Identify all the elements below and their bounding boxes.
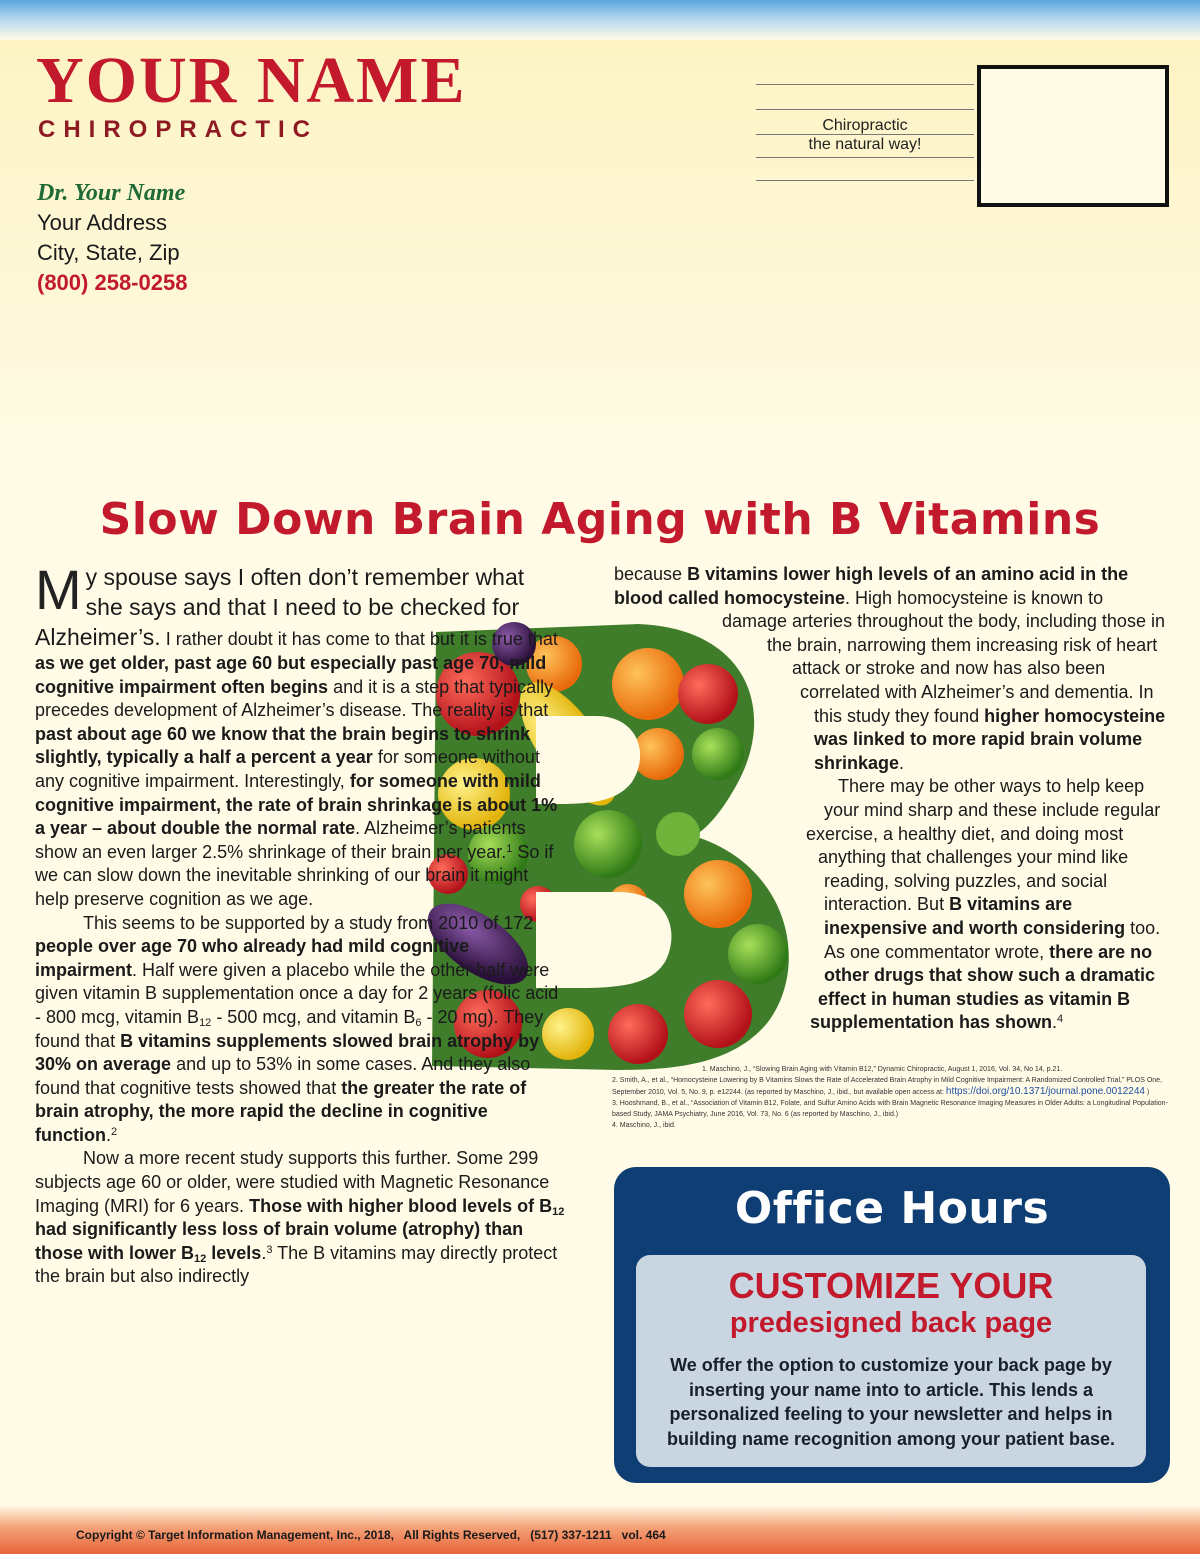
office-hours-title: Office Hours	[734, 1183, 1050, 1234]
wrap-spacer	[612, 779, 824, 803]
p3-text-d: The B vitamins may directly protect the brain but also indirectly	[35, 1242, 558, 1287]
rp1-text-a: because	[614, 564, 683, 584]
footnotes	[612, 1064, 1182, 1131]
rp1-text-e: .	[899, 752, 905, 773]
brand-subtitle: CHIROPRACTIC	[38, 116, 318, 143]
p3-bold-b1: Those with higher blood levels of B	[249, 1195, 553, 1216]
city-line: City, State, Zip	[37, 240, 180, 265]
mailing-line	[756, 180, 974, 181]
subscript: 12	[552, 1205, 565, 1218]
subscript: 6	[415, 1016, 422, 1029]
p3-bold-b2: had significantly less loss of brain volume (atrophy) than those with lower B	[35, 1219, 524, 1263]
lead-text: y spouse says I often don’t remember what she says and that I need to be checked for Alzheimer’s.	[35, 564, 525, 650]
article-left-column	[35, 558, 565, 1289]
wrap-spacer	[612, 611, 722, 635]
rp2-bold-d: there are no other drugs that show such a dramatic effect in human studies as vitamin B supplementation has shown	[810, 941, 1156, 1033]
mailing-line	[756, 84, 974, 85]
p2-text-i: .	[105, 1124, 111, 1145]
footnote-2-end: )	[1146, 1089, 1150, 1096]
mailing-line	[756, 109, 974, 110]
p2-text-c: . Half were given a placebo while the other half were given vitamin B supplementation once a day for 2 years (folic acid - 800 mcg, vitamin B	[35, 959, 559, 1027]
tagline-line-1: Chiropractic	[822, 117, 908, 134]
article-title: Slow Down Brain Aging with B Vitamins	[99, 494, 1101, 545]
paragraph-3	[35, 1147, 565, 1289]
mailing-tagline	[756, 116, 974, 154]
customize-body: We offer the option to customize your back page by inserting your name into to article. This lends a personalized feeling to your newsletter and helps in building name recognition among your patient base.	[666, 1355, 1116, 1449]
footnote-2-link[interactable]: https://doi.org/10.1371/journal.pone.0012244	[945, 1086, 1145, 1097]
p1-text-h: So if we can slow down the inevitable shrinking of our brain it might help preserve cognition as we age.	[35, 841, 554, 909]
mailing-line	[756, 157, 974, 158]
rp1-text-c: . High homocysteine is known to damage arteries throughout the body, including those in the brain, narrowing them increasing risk of heart attack or stroke and now has also been correlated with Alzheimer’s and dementia. In this study they found	[722, 587, 1165, 726]
subscript: 12	[199, 1016, 212, 1029]
wrap-spacer	[612, 875, 824, 971]
wrap-spacer	[612, 1019, 800, 1043]
address-line: Your Address	[37, 210, 168, 235]
p1-bold-d: past about age 60 we know that the brain begins to shrink slightly, typically a half a percent a year	[35, 723, 531, 768]
p3-text-c: .	[261, 1242, 267, 1263]
drop-cap: M	[35, 558, 82, 621]
p2-bold-b: people over age 70 who already had mild cognitive impairment	[35, 936, 470, 980]
p2-bold-f: B vitamins supplements slowed brain atrophy by 30% on average	[35, 1030, 540, 1075]
subscript: 12	[194, 1252, 207, 1265]
p2-bold-h: the greater the rate of brain atrophy, the more rapid the decline in cognitive function	[35, 1077, 527, 1145]
postage-stamp-box	[977, 65, 1169, 207]
p2-text-g: and up to 53% in some cases. And they also found that cognitive tests showed that	[35, 1054, 531, 1098]
p1-text-a: I rather doubt it has come to that but it is true that	[165, 629, 558, 649]
rp2-text-e: .	[1052, 1012, 1058, 1033]
p1-bold-b: as we get older, past age 60 but especially past age 70, mild cognitive impairment often begins	[35, 653, 547, 697]
citation-3: 3	[266, 1243, 273, 1256]
wrap-spacer	[612, 995, 810, 1019]
footnote-2-text: 2. Smith, A., et al., “Homocysteine Lowering by B Vitamins Slows the Rate of Accelerated Brain Atrophy in Mild Cognitive Impairment: A Randomized Controlled Trial,” PLOS One, September 2010, Vol. 5, No. 9, p. e12244. (as reported by Maschino, J., ibid., but available open access at:	[612, 1077, 1163, 1096]
lead-paragraph	[35, 558, 565, 912]
rp1-bold-d: higher homocysteine was linked to more rapid brain volume shrinkage	[814, 705, 1166, 773]
tagline-line-2: the natural way!	[808, 136, 922, 153]
rp2-text-c: too. As one commentator wrote,	[824, 917, 1161, 962]
wrap-spacer	[612, 683, 800, 707]
p1-text-e: for someone without any cognitive impairment. Interestingly,	[35, 747, 540, 791]
p1-text-c: and it is a step that typically precedes development of Alzheimer’s disease. The reality is that	[35, 676, 554, 721]
wrap-spacer	[612, 851, 818, 875]
wrap-spacer	[612, 707, 814, 779]
wrap-spacer	[612, 659, 792, 683]
wrap-spacer	[612, 827, 802, 851]
p2-text-a: This seems to be supported by a study from 2010 of 172	[83, 912, 534, 933]
wrap-spacer	[612, 971, 818, 995]
p1-bold-f: for someone with mild cognitive impairment, the rate of brain shrinkage is about 1% a year – about double the normal rate	[35, 770, 558, 839]
phone-number: (800) 258-0258	[37, 270, 188, 295]
office-hours-box	[614, 1167, 1170, 1483]
p3-text-a: Now a more recent study supports this further. Some 299 subjects age 60 or older, were studied with Magnetic Resonance Imaging (MRI) for 6 years.	[35, 1148, 550, 1216]
wrap-spacer	[612, 635, 767, 659]
rp1-bold-b: B vitamins lower high levels of an amino acid in the blood called homocysteine	[614, 564, 1129, 608]
rp2-bold-b: B vitamins are inexpensive and worth considering	[824, 894, 1126, 938]
rp2-text-a: There may be other ways to help keep your mind sharp and these include regular exercise, a healthy diet, and doing most anything that challenges your mind like reading, solving puzzles, and social interaction. But	[806, 776, 1161, 915]
footnote-2	[612, 1075, 1182, 1098]
customize-heading: CUSTOMIZE YOUR	[728, 1265, 1054, 1306]
citation-1: 1	[506, 842, 513, 855]
footnote-4: 4. Maschino, J., ibid.	[612, 1122, 676, 1129]
citation-4: 4	[1057, 1013, 1064, 1026]
p3-bold-b3: levels	[206, 1242, 262, 1263]
p1-text-g: . Alzheimer’s patients show an even larger 2.5% shrinkage of their brain per year.	[35, 818, 526, 862]
customize-panel	[636, 1255, 1146, 1467]
wrap-spacer	[612, 803, 806, 827]
top-color-band	[0, 0, 1200, 40]
p2-text-e: - 20 mg). They found that	[35, 1006, 544, 1051]
article-right-column	[612, 563, 1172, 1067]
footnote-1: 1. Maschino, J., “Slowing Brain Aging with Vitamin B12,” Dynamic Chiropractic, August 1, 2016, Vol. 34, No 14, p.21.	[702, 1066, 1063, 1073]
customize-subheading: predesigned back page	[729, 1307, 1053, 1339]
citation-2: 2	[111, 1125, 118, 1138]
brand-name: YOUR NAME	[36, 44, 467, 117]
copyright-line: Copyright © Target Information Management, Inc., 2018, All Rights Reserved, (517) 337-1211 vol. 464	[76, 1528, 666, 1542]
contact-block	[37, 178, 187, 298]
footnote-3: 3. Hooshmand, B., et al., “Association of Vitamin B12, Folate, and Sulfur Amino Acids with Brain Magnetic Resonance Imaging Measures in Older Adults: a Longitudinal Population-based Study, JAMA Psychiatry, June 2016, Vol. 73, No. 6 (as reported by Maschino, J., ibid.)	[612, 1100, 1168, 1118]
p2-text-d: - 500 mcg, and vitamin B	[211, 1006, 416, 1027]
doctor-name: Dr. Your Name	[37, 180, 186, 206]
paragraph-2	[35, 912, 565, 1148]
